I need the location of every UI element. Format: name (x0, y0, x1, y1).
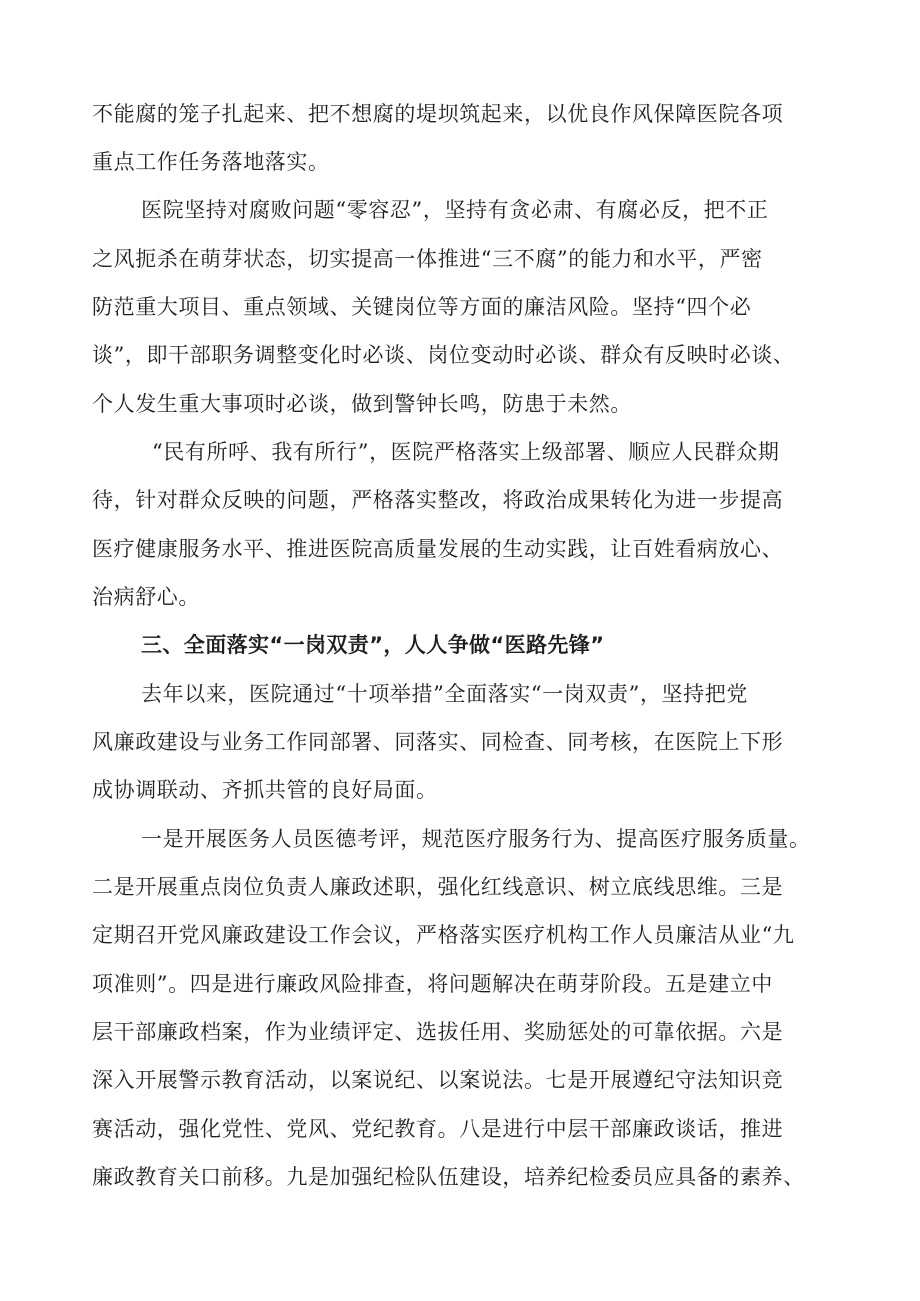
paragraph-5-line-4: 项准则”。四是进行廉政风险排查，将问题解决在萌芽阶段。五是建立中 (92, 972, 773, 996)
paragraph-2-line-4: 谈”，即干部职务调整变化时必谈、岗位变动时必谈、群众有反映时必谈、 (92, 343, 795, 367)
paragraph-5-line-3: 定期召开党风廉政建设工作会议，严格落实医疗机构工作人员廉洁从业“九 (92, 923, 795, 947)
paragraph-5-line-2: 二是开展重点岗位负责人廉政述职，强化红线意识、树立底线思维。三是 (92, 875, 784, 899)
paragraph-4-line-2: 风廉政建设与业务工作同部署、同落实、同检查、同考核，在医院上下形 (92, 730, 784, 754)
paragraph-2-line-5: 个人发生重大事项时必谈，做到警钟长鸣，防患于未然。 (92, 392, 632, 416)
paragraph-2-line-2: 之风扼杀在萌芽状态，切实提高一体推进“三不腐”的能力和水平，严密 (92, 247, 763, 271)
paragraph-2-line-1: 医院坚持对腐败问题“零容忍”，坚持有贪必肃、有腐必反，把不正 (141, 198, 769, 222)
paragraph-1-line-2: 重点工作任务落地落实。 (92, 150, 330, 174)
paragraph-1-line-1: 不能腐的笼子扎起来、把不想腐的堤坝筑起来，以优良作风保障医院各项 (92, 102, 784, 126)
paragraph-3-line-2: 待，针对群众反映的问题，严格落实整改，将政治成果转化为进一步提高 (92, 488, 784, 512)
paragraph-3-line-4: 治病舒心。 (92, 585, 200, 609)
paragraph-3-line-1: “民有所呼、我有所行”，医院严格落实上级部署、顺应人民群众期 (152, 440, 780, 464)
paragraph-5-line-6: 深入开展警示教育活动，以案说纪、以案说法。七是开展遵纪守法知识竞 (92, 1068, 784, 1092)
paragraph-4-line-3: 成协调联动、齐抓共管的良好局面。 (92, 778, 438, 802)
paragraph-2-line-3: 防范重大项目、重点领域、关键岗位等方面的廉洁风险。坚持“四个必 (92, 295, 752, 319)
paragraph-3-line-3: 医疗健康服务水平、推进医院高质量发展的生动实践，让百姓看病放心、 (92, 537, 784, 561)
paragraph-4-line-1: 去年以来，医院通过“十项举措”全面落实“一岗双责”，坚持把党 (141, 682, 748, 706)
section-heading: 三、全面落实“一岗双责”，人人争做“医路先锋” (141, 633, 605, 657)
paragraph-5-line-5: 层干部廉政档案，作为业绩评定、选拔任用、奖励惩处的可靠依据。六是 (92, 1020, 784, 1044)
paragraph-5-line-7: 赛活动，强化党性、党风、党纪教育。八是进行中层干部廉政谈话，推进 (92, 1117, 784, 1141)
paragraph-5-line-8: 廉政教育关口前移。九是加强纪检队伍建设，培养纪检委员应具备的素养、 (92, 1165, 805, 1189)
paragraph-5-line-1: 一是开展医务人员医德考评，规范医疗服务行为、提高医疗服务质量。 (141, 827, 811, 851)
